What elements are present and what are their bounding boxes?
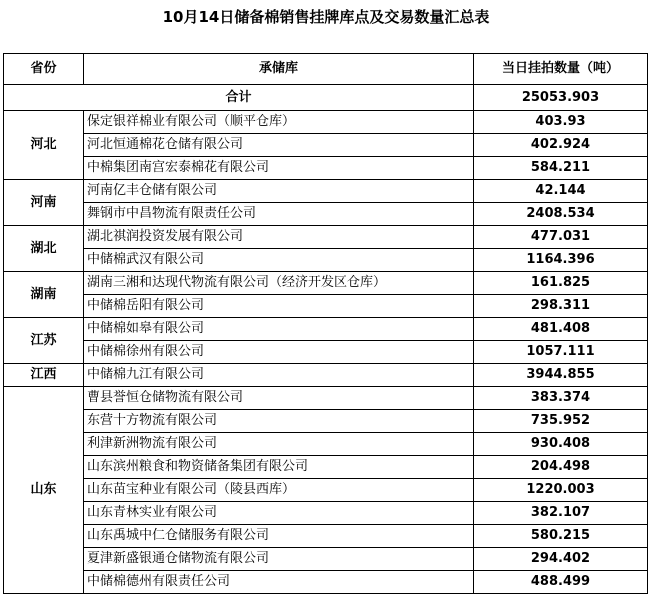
header-quantity: 当日挂拍数量（吨） — [474, 54, 648, 85]
quantity-cell: 382.107 — [474, 502, 648, 525]
quantity-cell: 2408.534 — [474, 203, 648, 226]
warehouse-cell: 中储棉岳阳有限公司 — [84, 295, 474, 318]
warehouse-cell: 山东滨州粮食和物资储备集团有限公司 — [84, 456, 474, 479]
warehouse-cell: 湖南三湘和达现代物流有限公司（经济开发区仓库） — [84, 272, 474, 295]
table-row — [4, 525, 648, 548]
province-cell: 江苏 — [4, 318, 84, 364]
warehouse-cell: 东营十方物流有限公司 — [84, 410, 474, 433]
table-row — [4, 203, 648, 226]
quantity-cell: 488.499 — [474, 571, 648, 594]
table-row — [4, 387, 648, 410]
quantity-cell: 1057.111 — [474, 341, 648, 364]
table-row — [4, 433, 648, 456]
total-row — [4, 85, 648, 111]
quantity-cell: 42.144 — [474, 180, 648, 203]
quantity-cell: 481.408 — [474, 318, 648, 341]
province-cell: 江西 — [4, 364, 84, 387]
quantity-cell: 161.825 — [474, 272, 648, 295]
province-cell: 湖南 — [4, 272, 84, 318]
quantity-cell: 204.498 — [474, 456, 648, 479]
warehouse-cell: 湖北祺润投资发展有限公司 — [84, 226, 474, 249]
warehouse-cell: 夏津新盛银通仓储物流有限公司 — [84, 548, 474, 571]
warehouse-cell: 河北恒通棉花仓储有限公司 — [84, 134, 474, 157]
table-body — [4, 54, 648, 594]
table-row — [4, 226, 648, 249]
summary-table — [3, 53, 648, 594]
table-row — [4, 134, 648, 157]
warehouse-cell: 山东苗宝种业有限公司（陵县西库） — [84, 479, 474, 502]
table-row — [4, 180, 648, 203]
table-row — [4, 295, 648, 318]
province-cell: 河南 — [4, 180, 84, 226]
quantity-cell: 294.402 — [474, 548, 648, 571]
header-warehouse: 承储库 — [84, 54, 474, 85]
province-cell: 湖北 — [4, 226, 84, 272]
table-row — [4, 479, 648, 502]
province-cell: 山东 — [4, 387, 84, 594]
warehouse-cell: 利津新洲物流有限公司 — [84, 433, 474, 456]
quantity-cell: 1164.396 — [474, 249, 648, 272]
quantity-cell: 403.93 — [474, 111, 648, 134]
quantity-cell: 383.374 — [474, 387, 648, 410]
table-row — [4, 548, 648, 571]
table-row — [4, 272, 648, 295]
table-row — [4, 410, 648, 433]
quantity-cell: 930.408 — [474, 433, 648, 456]
table-row — [4, 249, 648, 272]
table-row — [4, 571, 648, 594]
warehouse-cell: 舞钢市中昌物流有限责任公司 — [84, 203, 474, 226]
province-cell: 河北 — [4, 111, 84, 180]
quantity-cell: 402.924 — [474, 134, 648, 157]
table-row — [4, 502, 648, 525]
quantity-cell: 735.952 — [474, 410, 648, 433]
header-province: 省份 — [4, 54, 84, 85]
warehouse-cell: 中储棉徐州有限公司 — [84, 341, 474, 364]
table-row — [4, 456, 648, 479]
warehouse-cell: 山东禹城中仁仓储服务有限公司 — [84, 525, 474, 548]
warehouse-cell: 中储棉德州有限责任公司 — [84, 571, 474, 594]
warehouse-cell: 曹县誉恒仓储物流有限公司 — [84, 387, 474, 410]
table-header-row — [4, 54, 648, 85]
warehouse-cell: 中储棉九江有限公司 — [84, 364, 474, 387]
warehouse-cell: 河南亿丰仓储有限公司 — [84, 180, 474, 203]
table-row — [4, 157, 648, 180]
quantity-cell: 477.031 — [474, 226, 648, 249]
warehouse-cell: 中储棉如皋有限公司 — [84, 318, 474, 341]
quantity-cell: 3944.855 — [474, 364, 648, 387]
total-label: 合计 — [4, 85, 474, 111]
warehouse-cell: 中储棉武汉有限公司 — [84, 249, 474, 272]
table-row — [4, 364, 648, 387]
total-value: 25053.903 — [474, 85, 648, 111]
warehouse-cell: 山东青林实业有限公司 — [84, 502, 474, 525]
table-row — [4, 111, 648, 134]
warehouse-cell: 中棉集团南宫宏泰棉花有限公司 — [84, 157, 474, 180]
warehouse-cell: 保定银祥棉业有限公司（顺平仓库） — [84, 111, 474, 134]
table-row — [4, 341, 648, 364]
quantity-cell: 298.311 — [474, 295, 648, 318]
quantity-cell: 1220.003 — [474, 479, 648, 502]
table-row — [4, 318, 648, 341]
quantity-cell: 584.211 — [474, 157, 648, 180]
quantity-cell: 580.215 — [474, 525, 648, 548]
page-title: 10月14日储备棉销售挂牌库点及交易数量汇总表 — [162, 8, 490, 26]
